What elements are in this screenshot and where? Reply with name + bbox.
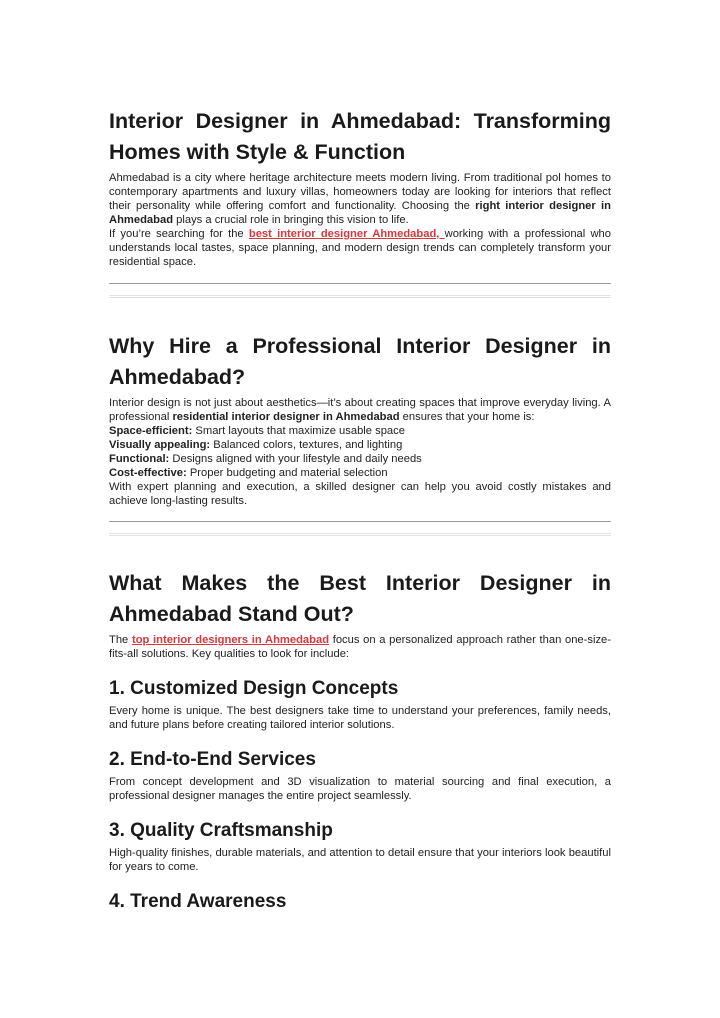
benefit-term: Cost-effective: [109, 467, 187, 479]
benefit-term: Space-efficient: [109, 425, 193, 437]
section-divider [109, 283, 611, 298]
quality-craftsmanship-text: High-quality finishes, durable materials, and attention to detail ensure that your interiors look beautiful for years to come. [109, 847, 611, 873]
search-text-end: working with a professional who understands local tastes, space planning, and modern design trends can completely transform your residential space. [109, 228, 611, 268]
search-paragraph [109, 227, 611, 269]
section-why-hire [109, 331, 611, 508]
benefit-term: Visually appealing: [109, 439, 211, 451]
why-hire-text: Interior design is not just about aesthetics—it’s about creating spaces that improve everyday living. A professional [109, 397, 611, 423]
section-intro [109, 106, 611, 269]
why-hire-bold-phrase: residential interior designer in Ahmedabad [172, 411, 400, 423]
intro-text-end: plays a crucial role in bringing this vision to life. [173, 214, 409, 226]
why-hire-text-end: ensures that your home is: [399, 411, 535, 423]
subheading-end-to-end: 2. End-to-End Services [109, 749, 316, 770]
stand-out-intro [109, 633, 611, 661]
benefit-desc: Smart layouts that maximize usable space [192, 425, 405, 437]
section-heading-stand-out: What Makes the Best Interior Designer in Ahmedabad Stand Out? [109, 571, 611, 626]
subheading-quality-craftsmanship: 3. Quality Craftsmanship [109, 820, 333, 841]
benefit-item [109, 424, 611, 438]
stand-out-text-end: focus on a personalized approach rather than one-size-fits-all solutions. Key qualities to look for include: [109, 634, 612, 660]
divider-line-light [109, 533, 611, 536]
subheading-trend-awareness: 4. Trend Awareness [109, 891, 287, 912]
page-title: Interior Designer in Ahmedabad: Transforming Homes with Style & Function [109, 109, 611, 164]
section-heading-why-hire: Why Hire a Professional Interior Designer in Ahmedabad? [109, 334, 611, 389]
intro-bold-phrase: right interior designer in Ahmedabad [109, 200, 611, 226]
section-stand-out [109, 568, 611, 915]
divider-line [109, 521, 611, 522]
divider-line [109, 283, 611, 284]
search-text: If you’re searching for the [109, 228, 249, 240]
best-interior-designer-link[interactable]: best interior designer Ahmedabad, [248, 228, 445, 240]
why-hire-intro [109, 396, 611, 424]
benefit-item [109, 452, 611, 466]
why-hire-closing: With expert planning and execution, a skilled designer can help you avoid costly mistakes and achieve long-lasting results. [109, 481, 611, 507]
benefit-desc: Balanced colors, textures, and lighting [210, 439, 403, 451]
benefit-desc: Designs aligned with your lifestyle and daily needs [169, 453, 422, 465]
benefit-item [109, 438, 611, 452]
section-divider [109, 521, 611, 536]
subheading-customized-design: 1. Customized Design Concepts [109, 678, 399, 699]
top-interior-designers-link[interactable]: top interior designers in Ahmedabad [131, 634, 330, 646]
benefit-desc: Proper budgeting and material selection [186, 467, 388, 479]
intro-text: Ahmedabad is a city where heritage architecture meets modern living. From traditional pol homes to contemporary apartments and luxury villas, homeowners today are looking for interiors that reflect their personality while offering comfort and functionality. Choosing the [109, 172, 611, 212]
divider-line-light [109, 295, 611, 298]
end-to-end-text: From concept development and 3D visualization to material sourcing and final execution, a professional designer manages the entire project seamlessly. [109, 776, 611, 802]
stand-out-text: The [109, 634, 132, 646]
customized-design-text: Every home is unique. The best designers take time to understand your preferences, family needs, and future plans before creating tailored interior solutions. [109, 705, 611, 731]
benefit-item [109, 466, 611, 480]
benefit-term: Functional: [109, 453, 170, 465]
intro-paragraph [109, 171, 611, 227]
